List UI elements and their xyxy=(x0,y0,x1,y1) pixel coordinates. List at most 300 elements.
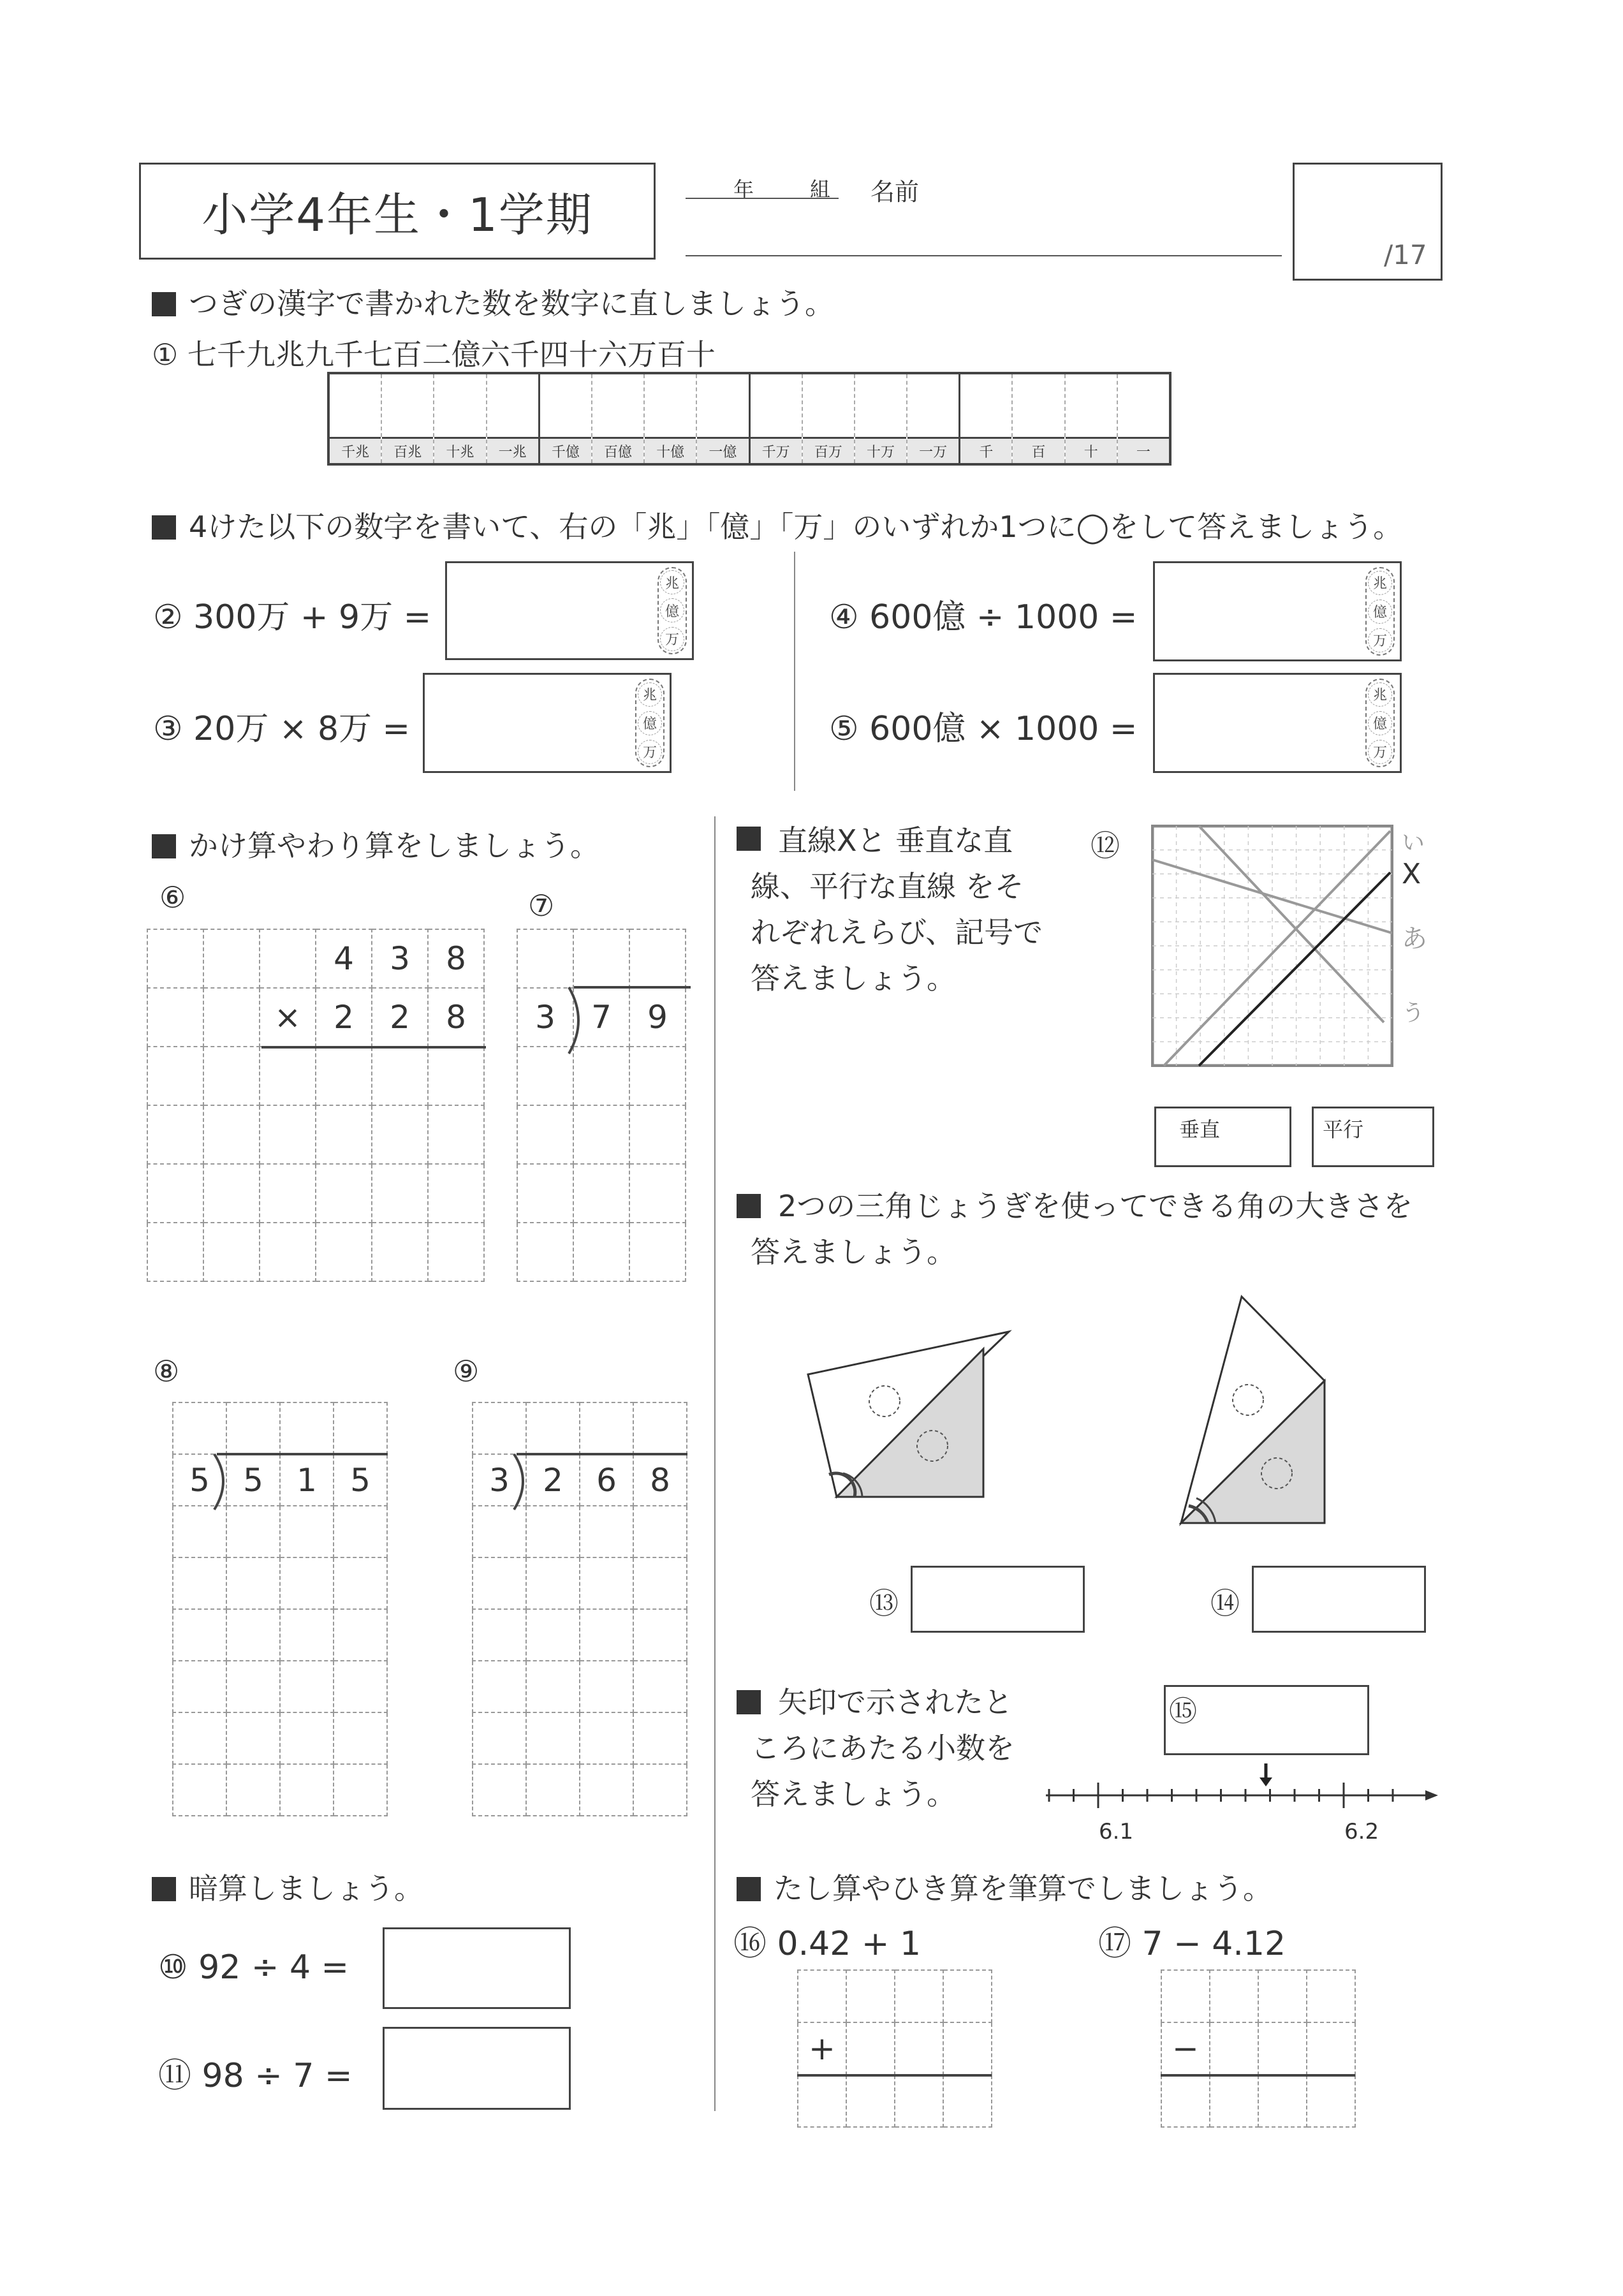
label-i: い xyxy=(1402,830,1425,856)
digit-cell[interactable] xyxy=(907,374,958,437)
class-label: 組 xyxy=(810,177,831,202)
grid-cell[interactable] xyxy=(580,1661,633,1712)
perpendicular-label: 垂直 xyxy=(1179,1117,1221,1142)
arrow-head-icon xyxy=(1259,1777,1272,1786)
q8-number: ⑧ xyxy=(153,1354,180,1388)
grid-row xyxy=(473,1609,687,1661)
grid-cell[interactable]: − xyxy=(1161,2022,1210,2075)
grid-cell[interactable] xyxy=(573,1164,629,1223)
grid-cell[interactable] xyxy=(334,1506,387,1557)
sec2-instruction: 4けた以下の数字を書いて、右の「兆」「億」「万」のいずれか1つに◯をして答えましょう。 xyxy=(152,504,1402,546)
grid-cell[interactable] xyxy=(473,1609,526,1661)
grid-cell[interactable] xyxy=(943,1970,992,2022)
triangle-figure-13 xyxy=(805,1327,1015,1502)
grid-cell[interactable] xyxy=(280,1506,334,1557)
grid-cell[interactable] xyxy=(526,1402,580,1454)
unit-option[interactable]: 億 xyxy=(660,598,684,622)
grid-cell[interactable] xyxy=(147,929,203,988)
grid-cell[interactable] xyxy=(526,1712,580,1764)
q9-division-bracket xyxy=(472,1449,689,1513)
grid-cell[interactable] xyxy=(798,1970,846,2022)
grid-cell[interactable] xyxy=(895,1970,943,2022)
place-value-label: 一万 xyxy=(907,437,958,463)
year-class-underline xyxy=(686,198,839,199)
perpendicular-answer-box[interactable] xyxy=(1154,1107,1291,1167)
grid-row xyxy=(147,1105,484,1164)
grid-cell[interactable] xyxy=(633,1402,687,1454)
grid-row xyxy=(147,1223,484,1281)
grid-cell[interactable] xyxy=(573,1223,629,1281)
grid-cell[interactable] xyxy=(280,1609,334,1661)
q12-number: ⑫ xyxy=(1091,828,1120,863)
place-value-label: 十兆 xyxy=(434,437,485,463)
grid-cell[interactable] xyxy=(203,988,260,1047)
grid-cell[interactable] xyxy=(517,1164,573,1223)
place-value-column[interactable] xyxy=(381,374,433,463)
grid-cell[interactable] xyxy=(846,1970,895,2022)
grid-cell[interactable] xyxy=(517,1105,573,1164)
place-value-column[interactable] xyxy=(906,374,958,463)
unit-marker xyxy=(1365,679,1395,767)
grid-row xyxy=(473,1712,687,1764)
digit-cell[interactable] xyxy=(434,374,485,437)
q17-grid[interactable] xyxy=(1161,1969,1356,2128)
sec8-instruction: たし算やひき算を筆算でしましょう。 xyxy=(737,1866,1272,1908)
grid-cell[interactable] xyxy=(1210,2022,1258,2075)
grid-cell[interactable] xyxy=(1161,2075,1210,2127)
place-value-column[interactable] xyxy=(538,374,591,463)
grid-cell[interactable] xyxy=(226,1712,280,1764)
grid-cell[interactable] xyxy=(580,1557,633,1609)
grid-cell[interactable] xyxy=(372,1047,428,1105)
grid-cell[interactable] xyxy=(280,1712,334,1764)
line-figure xyxy=(1151,825,1393,1067)
place-value-column[interactable] xyxy=(486,374,538,463)
q5-text: ⑤ 600億 × 1000 = xyxy=(829,710,1138,748)
grid-cell[interactable]: 1 xyxy=(280,1454,334,1506)
grid-cell[interactable]: + xyxy=(798,2022,846,2075)
grid-cell[interactable] xyxy=(798,2075,846,2127)
name-label: 名前 xyxy=(870,178,920,206)
grid-row xyxy=(147,988,484,1047)
grid-cell[interactable] xyxy=(895,2075,943,2127)
triangle-figure-14 xyxy=(1175,1292,1337,1527)
grid-row xyxy=(173,1506,387,1557)
grid-cell[interactable] xyxy=(473,1402,526,1454)
grid-row xyxy=(517,929,686,988)
sec2-divider xyxy=(794,552,795,791)
name-field-line[interactable] xyxy=(686,255,1282,256)
place-value-label: 千兆 xyxy=(330,437,381,463)
q3-answer-box[interactable] xyxy=(423,673,672,773)
worksheet-title: 小学4年生・1学期 xyxy=(202,188,593,242)
place-value-label: 十億 xyxy=(645,437,696,463)
digit-cell[interactable] xyxy=(751,374,802,437)
grid-cell[interactable] xyxy=(226,1506,280,1557)
q10-answer-box[interactable] xyxy=(383,1927,571,2009)
label-a: あ xyxy=(1402,924,1427,953)
grid-row xyxy=(473,1506,687,1557)
q4-answer-box[interactable] xyxy=(1153,561,1402,661)
grid-cell[interactable] xyxy=(580,1506,633,1557)
grid-cell[interactable]: 4 xyxy=(316,929,372,988)
grid-cell[interactable] xyxy=(580,1764,633,1816)
grid-cell[interactable] xyxy=(260,1164,316,1223)
digit-cell[interactable] xyxy=(645,374,696,437)
sec1-instruction: つぎの漢字で書かれた数を数字に直しましょう。 xyxy=(152,281,834,323)
grid-cell[interactable] xyxy=(226,1557,280,1609)
q6-number: ⑥ xyxy=(159,880,186,915)
grid-cell[interactable]: 3 xyxy=(473,1454,526,1506)
q16-grid[interactable] xyxy=(797,1969,992,2128)
grid-cell[interactable] xyxy=(629,1105,686,1164)
grid-cell[interactable] xyxy=(629,929,686,988)
grid-row xyxy=(798,1970,992,2022)
grid-cell[interactable] xyxy=(573,1105,629,1164)
grid-cell[interactable] xyxy=(260,1105,316,1164)
grid-cell[interactable] xyxy=(1307,2022,1355,2075)
grid-cell[interactable] xyxy=(147,1047,203,1105)
grid-cell[interactable]: 8 xyxy=(633,1454,687,1506)
place-value-label: 千億 xyxy=(540,437,591,463)
q15-number: ⑮ xyxy=(1169,1695,1197,1728)
grid-row xyxy=(473,1661,687,1712)
grid-cell[interactable]: 5 xyxy=(226,1454,280,1506)
digit-cell[interactable] xyxy=(960,374,1011,437)
grid-cell[interactable] xyxy=(633,1557,687,1609)
grid-row xyxy=(173,1557,387,1609)
digit-cell[interactable] xyxy=(1118,374,1169,437)
grid-cell[interactable] xyxy=(203,1105,260,1164)
grid-cell[interactable] xyxy=(1307,1970,1355,2022)
grid-cell[interactable] xyxy=(226,1764,280,1816)
digit-cell[interactable] xyxy=(697,374,748,437)
grid-cell[interactable] xyxy=(580,1712,633,1764)
grid-cell[interactable] xyxy=(334,1712,387,1764)
grid-row xyxy=(473,1557,687,1609)
grid-cell[interactable]: 3 xyxy=(372,929,428,988)
grid-cell[interactable]: 2 xyxy=(316,988,372,1047)
grid-cell[interactable] xyxy=(526,1609,580,1661)
grid-cell[interactable] xyxy=(280,1764,334,1816)
digit-cell[interactable] xyxy=(855,374,906,437)
place-value-column[interactable] xyxy=(958,374,1011,463)
grid-cell[interactable] xyxy=(943,2022,992,2075)
grid-row xyxy=(473,1764,687,1816)
unit-marker xyxy=(635,679,665,767)
grid-cell[interactable] xyxy=(1258,2022,1307,2075)
place-value-column[interactable] xyxy=(591,374,643,463)
digit-cell[interactable] xyxy=(1013,374,1064,437)
place-value-label: 千 xyxy=(960,437,1011,463)
grid-cell[interactable] xyxy=(316,1164,372,1223)
grid-cell[interactable] xyxy=(147,988,203,1047)
grid-row xyxy=(173,1661,387,1712)
place-value-label: 百億 xyxy=(592,437,643,463)
grid-cell[interactable]: 7 xyxy=(573,988,629,1047)
digit-cell[interactable] xyxy=(382,374,433,437)
q16-sum-line xyxy=(797,2074,992,2077)
grid-cell[interactable] xyxy=(846,2075,895,2127)
sec3-instruction: かけ算やわり算をしましょう。 xyxy=(152,823,599,865)
q13-answer-box[interactable] xyxy=(911,1566,1085,1633)
digit-cell[interactable] xyxy=(540,374,591,437)
grid-cell[interactable] xyxy=(334,1557,387,1609)
grid-cell[interactable]: 2 xyxy=(372,988,428,1047)
place-value-column[interactable] xyxy=(433,374,485,463)
unit-option[interactable]: 兆 xyxy=(638,682,662,707)
grid-cell[interactable] xyxy=(173,1661,226,1712)
q9-number: ⑨ xyxy=(453,1354,480,1388)
grid-row xyxy=(1161,2075,1355,2127)
grid-cell[interactable] xyxy=(372,1223,428,1281)
q15-answer-box[interactable] xyxy=(1164,1685,1369,1755)
grid-cell[interactable]: 9 xyxy=(629,988,686,1047)
sec6-instruction: 2つの三角じょうぎを使ってできる角の大きさを 答えましょう。 xyxy=(751,1189,1413,1269)
grid-cell[interactable] xyxy=(316,1047,372,1105)
grid-row xyxy=(173,1712,387,1764)
q11-text: ⑪ 98 ÷ 7 = xyxy=(158,2057,353,2095)
q17-text: ⑰ 7 − 4.12 xyxy=(1098,1925,1286,1963)
grid-cell[interactable] xyxy=(1161,1970,1210,2022)
digit-cell[interactable] xyxy=(1066,374,1117,437)
digit-cell[interactable] xyxy=(487,374,538,437)
grid-cell[interactable] xyxy=(943,2075,992,2127)
q6-grid[interactable] xyxy=(147,929,485,1282)
q4-text: ④ 600億 ÷ 1000 = xyxy=(829,598,1138,637)
grid-cell[interactable] xyxy=(1210,1970,1258,2022)
grid-cell[interactable]: 6 xyxy=(580,1454,633,1506)
grid-cell[interactable] xyxy=(473,1661,526,1712)
grid-cell[interactable] xyxy=(473,1557,526,1609)
grid-cell[interactable] xyxy=(517,1223,573,1281)
unit-option[interactable]: 万 xyxy=(638,740,662,764)
grid-cell[interactable] xyxy=(517,929,573,988)
q1-text: ① 七千九兆九千七百二億六千四十六万百十 xyxy=(152,337,716,372)
place-value-label: 一兆 xyxy=(487,437,538,463)
q13-number: ⑬ xyxy=(869,1586,899,1621)
grid-cell[interactable] xyxy=(280,1661,334,1712)
q10-text: ⑩ 92 ÷ 4 = xyxy=(158,1948,349,1987)
grid-cell[interactable] xyxy=(260,1047,316,1105)
grid-cell[interactable]: 5 xyxy=(173,1454,226,1506)
unit-option[interactable]: 億 xyxy=(1368,600,1392,624)
grid-cell[interactable]: 8 xyxy=(428,988,484,1047)
grid-cell[interactable] xyxy=(526,1557,580,1609)
bullet-square-icon xyxy=(152,515,176,540)
digit-cell[interactable] xyxy=(592,374,643,437)
grid-cell[interactable] xyxy=(280,1402,334,1454)
q5-answer-box[interactable] xyxy=(1153,673,1402,773)
grid-row xyxy=(798,2075,992,2127)
grid-cell[interactable] xyxy=(1258,2075,1307,2127)
grid-cell[interactable]: 3 xyxy=(517,988,573,1047)
grid-row xyxy=(173,1764,387,1816)
place-value-table[interactable] xyxy=(327,372,1171,466)
bullet-square-icon xyxy=(737,1877,761,1901)
grid-cell[interactable] xyxy=(573,929,629,988)
grid-cell[interactable] xyxy=(147,1223,203,1281)
grid-cell[interactable] xyxy=(629,1164,686,1223)
grid-cell[interactable] xyxy=(280,1557,334,1609)
tick-label-6-1: 6.1 xyxy=(1099,1819,1134,1844)
grid-cell[interactable] xyxy=(226,1402,280,1454)
grid-cell[interactable] xyxy=(203,1164,260,1223)
place-value-column[interactable] xyxy=(696,374,748,463)
grid-cell[interactable] xyxy=(173,1764,226,1816)
place-value-label: 一 xyxy=(1118,437,1169,463)
label-u: う xyxy=(1402,1000,1425,1026)
grid-row xyxy=(147,1047,484,1105)
unit-option[interactable]: 兆 xyxy=(1368,682,1392,707)
grid-row xyxy=(173,1402,387,1454)
grid-cell[interactable] xyxy=(633,1609,687,1661)
q2-text: ② 300万 + 9万 = xyxy=(153,598,432,637)
grid-cell[interactable] xyxy=(147,1105,203,1164)
q2-answer-box[interactable] xyxy=(445,561,694,660)
place-value-label: 百 xyxy=(1013,437,1064,463)
grid-cell[interactable] xyxy=(203,1047,260,1105)
parallel-answer-box[interactable] xyxy=(1312,1107,1434,1167)
grid-cell[interactable] xyxy=(629,1223,686,1281)
unit-marker xyxy=(1365,567,1395,656)
bullet-square-icon xyxy=(152,292,176,316)
sec4-instruction: 暗算しましょう。 xyxy=(152,1866,423,1908)
grid-cell[interactable]: × xyxy=(260,988,316,1047)
grid-cell[interactable] xyxy=(895,2022,943,2075)
unit-option[interactable]: 万 xyxy=(660,627,684,651)
q6-product-line xyxy=(261,1046,486,1049)
sec7-instruction: 矢印で示されたと ころにあたる小数を 答えましょう。 xyxy=(751,1685,1015,1811)
place-value-column[interactable] xyxy=(802,374,854,463)
grid-cell[interactable] xyxy=(173,1609,226,1661)
score-total: /17 xyxy=(1384,239,1427,270)
grid-cell[interactable]: 8 xyxy=(428,929,484,988)
grid-cell[interactable] xyxy=(334,1661,387,1712)
grid-cell[interactable] xyxy=(173,1712,226,1764)
grid-cell[interactable]: 5 xyxy=(334,1454,387,1506)
grid-cell[interactable] xyxy=(428,1164,484,1223)
grid-cell[interactable] xyxy=(260,929,316,988)
place-value-label: 百万 xyxy=(803,437,854,463)
grid-cell[interactable] xyxy=(526,1506,580,1557)
q16-text: ⑯ 0.42 + 1 xyxy=(733,1925,922,1963)
grid-cell[interactable] xyxy=(428,1223,484,1281)
grid-cell[interactable] xyxy=(203,929,260,988)
grid-cell[interactable] xyxy=(147,1164,203,1223)
grid-cell[interactable] xyxy=(334,1402,387,1454)
unit-option[interactable]: 兆 xyxy=(1368,571,1392,595)
label-x: X xyxy=(1402,858,1421,890)
grid-cell[interactable] xyxy=(1307,2075,1355,2127)
unit-option[interactable]: 万 xyxy=(1368,628,1392,652)
q17-diff-line xyxy=(1161,2074,1355,2077)
digit-cell[interactable] xyxy=(803,374,854,437)
grid-cell[interactable] xyxy=(428,1047,484,1105)
grid-row xyxy=(1161,2022,1355,2075)
grid-cell[interactable] xyxy=(203,1223,260,1281)
column-divider xyxy=(714,816,716,2111)
place-value-label: 十 xyxy=(1066,437,1117,463)
grid-cell[interactable] xyxy=(372,1105,428,1164)
place-value-label: 十万 xyxy=(855,437,906,463)
grid-cell[interactable] xyxy=(473,1764,526,1816)
grid-cell[interactable] xyxy=(173,1557,226,1609)
q7-number: ⑦ xyxy=(528,888,555,923)
grid-cell[interactable] xyxy=(260,1223,316,1281)
bullet-square-icon xyxy=(152,834,176,858)
grid-cell[interactable] xyxy=(633,1661,687,1712)
grid-cell[interactable] xyxy=(1210,2075,1258,2127)
grid-cell[interactable] xyxy=(1258,1970,1307,2022)
place-value-label: 一億 xyxy=(697,437,748,463)
grid-cell[interactable]: 2 xyxy=(526,1454,580,1506)
grid-cell[interactable] xyxy=(473,1712,526,1764)
digit-cell[interactable] xyxy=(330,374,381,437)
place-value-column[interactable] xyxy=(330,374,381,463)
grid-row xyxy=(473,1402,687,1454)
place-value-column[interactable] xyxy=(854,374,906,463)
place-value-column[interactable] xyxy=(1064,374,1117,463)
unit-option[interactable]: 億 xyxy=(638,711,662,735)
grid-cell[interactable] xyxy=(580,1402,633,1454)
grid-cell[interactable] xyxy=(372,1164,428,1223)
grid-cell[interactable] xyxy=(428,1105,484,1164)
q11-answer-box[interactable] xyxy=(383,2027,571,2110)
unit-marker xyxy=(657,567,687,654)
grid-cell[interactable] xyxy=(226,1661,280,1712)
grid-row xyxy=(517,1105,686,1164)
grid-cell[interactable] xyxy=(846,2022,895,2075)
grid-row xyxy=(517,1223,686,1281)
place-value-column[interactable] xyxy=(749,374,802,463)
parallel-label: 平行 xyxy=(1323,1117,1364,1142)
grid-cell[interactable] xyxy=(173,1506,226,1557)
place-value-label: 千万 xyxy=(751,437,802,463)
grid-cell[interactable] xyxy=(316,1105,372,1164)
year-label: 年 xyxy=(733,177,754,202)
grid-row xyxy=(147,929,484,988)
place-value-label: 百兆 xyxy=(382,437,433,463)
tick-label-6-2: 6.2 xyxy=(1344,1819,1379,1844)
bullet-square-icon xyxy=(152,1877,176,1901)
place-value-column[interactable] xyxy=(643,374,696,463)
grid-cell[interactable] xyxy=(526,1661,580,1712)
unit-option[interactable]: 兆 xyxy=(660,570,684,594)
unit-option[interactable]: 億 xyxy=(1368,711,1392,735)
place-value-column[interactable] xyxy=(1011,374,1064,463)
grid-row xyxy=(798,2022,992,2075)
grid-cell[interactable] xyxy=(526,1764,580,1816)
grid-cell[interactable] xyxy=(633,1712,687,1764)
grid-cell[interactable] xyxy=(334,1609,387,1661)
unit-option[interactable]: 万 xyxy=(1368,740,1392,764)
grid-cell[interactable] xyxy=(226,1609,280,1661)
grid-cell[interactable] xyxy=(473,1506,526,1557)
grid-cell[interactable] xyxy=(633,1764,687,1816)
grid-cell[interactable] xyxy=(334,1764,387,1816)
grid-cell[interactable] xyxy=(316,1223,372,1281)
place-value-column[interactable] xyxy=(1117,374,1169,463)
sec5-instruction: 直線Xと 垂直な直 線、平行な直線 をそ れぞれえらび、記号で 答えましょう。 xyxy=(751,823,1043,996)
grid-cell[interactable] xyxy=(173,1402,226,1454)
grid-cell[interactable] xyxy=(633,1506,687,1557)
grid-row xyxy=(147,1164,484,1223)
grid-row xyxy=(517,1164,686,1223)
q14-answer-box[interactable] xyxy=(1252,1566,1426,1633)
grid-cell[interactable] xyxy=(580,1609,633,1661)
grid-row xyxy=(173,1609,387,1661)
